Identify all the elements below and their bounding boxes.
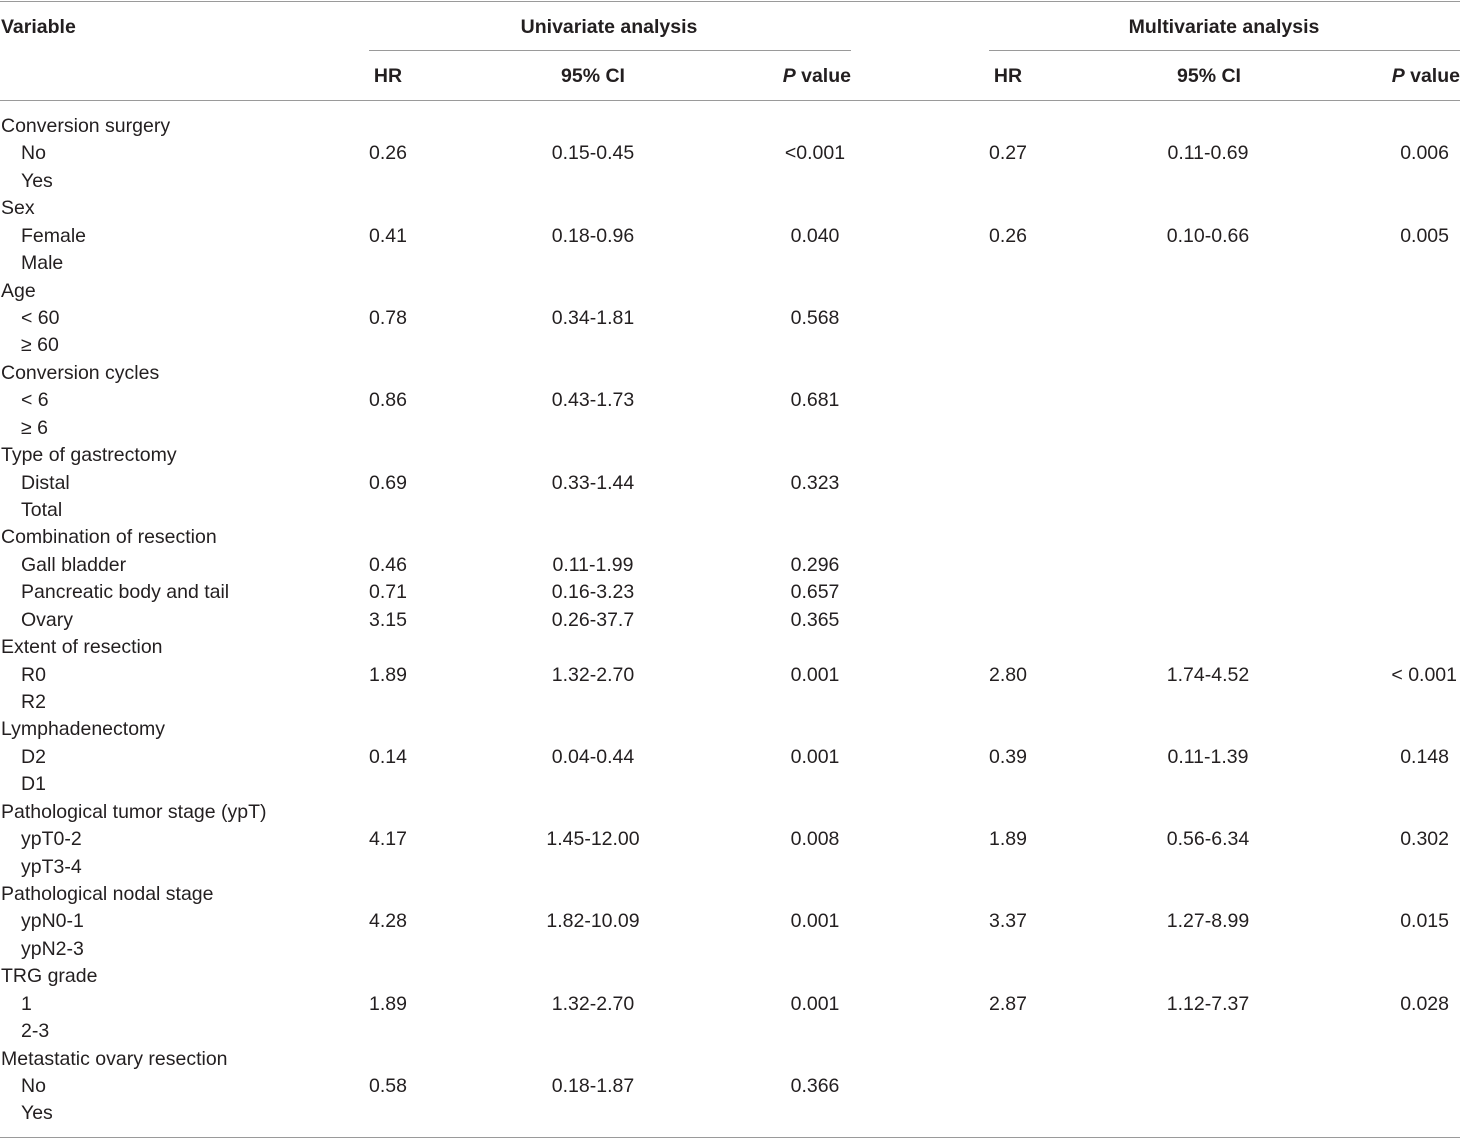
univariate-p-cell: <0.001 [784, 142, 846, 165]
row-label: < 60 [21, 307, 60, 329]
group-label: Type of gastrectomy [1, 444, 177, 467]
row-label: R0 [21, 663, 46, 686]
univariate-hr-cell: 4.28 [369, 910, 407, 933]
multivariate-ci-cell: 0.11-0.69 [1167, 142, 1249, 165]
multivariate-ci-cell: 1.27-8.99 [1166, 910, 1250, 933]
group-label: Metastatic ovary resection [1, 1047, 228, 1070]
row-label: 1 [21, 992, 32, 1015]
univariate-rule [369, 50, 851, 51]
row-label: Pancreatic body and tail [21, 581, 230, 604]
multivariate-rule [989, 50, 1460, 51]
univariate-ci-cell: 0.26-37.7 [551, 608, 635, 631]
top-rule [0, 1, 1460, 2]
row-label: Yes [21, 169, 53, 192]
group-label: Sex [1, 197, 35, 220]
multivariate-hr-cell: 3.37 [989, 910, 1027, 933]
univariate-header: Univariate analysis [520, 16, 698, 38]
univariate-ci-cell: 0.34-1.81 [551, 307, 635, 329]
univariate-hr-cell: 0.69 [369, 471, 407, 494]
multivariate-p-header [1392, 63, 1460, 90]
univariate-ci-cell: 1.32-2.70 [551, 992, 635, 1015]
univariate-p-cell: 0.040 [790, 224, 840, 247]
univariate-hr-cell: 0.14 [369, 745, 407, 768]
multivariate-p-cell: 0.148 [1400, 745, 1449, 768]
multivariate-hr-cell: 1.89 [989, 828, 1027, 851]
univariate-ci-cell: 0.18-1.87 [551, 1075, 635, 1098]
univariate-p-cell: 0.001 [790, 910, 840, 933]
univariate-ci-cell: 0.43-1.73 [551, 389, 635, 412]
univariate-ci-cell: 1.45-12.00 [546, 828, 640, 851]
multivariate-hr-cell: 2.87 [989, 992, 1027, 1015]
univariate-hr-cell: 0.71 [369, 581, 407, 604]
group-label: TRG grade [1, 965, 98, 988]
p-italic: P [1391, 65, 1405, 87]
row-label: No [21, 1075, 46, 1098]
row-label: ypN2-3 [21, 937, 84, 960]
univariate-p-cell: 0.365 [790, 608, 840, 631]
multivariate-ci-cell: 1.12-7.37 [1166, 992, 1250, 1015]
univariate-ci-cell: 0.04-0.44 [551, 745, 635, 768]
univariate-p-cell: 0.657 [790, 581, 840, 604]
row-label: Ovary [21, 608, 74, 631]
univariate-p-header [783, 63, 851, 90]
univariate-hr-cell: 0.41 [369, 224, 407, 247]
group-label: Age [1, 279, 36, 302]
group-label: Lymphadenectomy [1, 718, 166, 741]
row-label: ypT3-4 [21, 855, 82, 878]
univariate-hr-cell: 0.26 [369, 142, 407, 165]
header-bottom-rule [0, 100, 1460, 101]
multivariate-p-cell: 0.006 [1400, 142, 1449, 165]
univariate-p-cell: 0.323 [790, 471, 840, 494]
row-label: Total [21, 499, 63, 522]
univariate-p-cell: 0.568 [790, 307, 840, 329]
row-label: 2-3 [21, 1020, 50, 1043]
multivariate-p-cell: 0.015 [1400, 910, 1449, 933]
bottom-rule [0, 1137, 1460, 1138]
univariate-hr-cell: 1.89 [369, 992, 407, 1015]
variable-header: Variable [1, 16, 76, 38]
multivariate-p-cell: 0.005 [1400, 224, 1449, 247]
univariate-p-cell: 0.001 [790, 663, 840, 686]
group-label: Conversion cycles [1, 361, 160, 384]
multivariate-header: Multivariate analysis [1128, 16, 1320, 38]
multivariate-p-cell: < 0.001 [1391, 663, 1457, 686]
univariate-ci-cell: 0.15-0.45 [551, 142, 635, 165]
univariate-p-cell: 0.366 [790, 1075, 840, 1098]
univariate-ci-cell: 1.82-10.09 [546, 910, 640, 933]
multivariate-p-cell: 0.028 [1400, 992, 1449, 1015]
univariate-hr-cell: 4.17 [369, 828, 407, 851]
multivariate-ci-header: 95% CI [1177, 65, 1241, 87]
multivariate-p-cell: 0.302 [1400, 828, 1449, 851]
univariate-hr-cell: 0.58 [369, 1075, 407, 1098]
row-label: ≥ 6 [21, 416, 48, 439]
univariate-hr-cell: 1.89 [369, 663, 407, 686]
row-label: Distal [21, 471, 70, 494]
row-label: ypT0-2 [21, 828, 82, 851]
univariate-p-cell: 0.681 [790, 389, 840, 412]
multivariate-hr-header: HR [993, 65, 1023, 87]
row-label: No [21, 142, 46, 165]
univariate-hr-cell: 0.46 [369, 553, 407, 576]
group-label: Pathological tumor stage (ypT) [1, 800, 267, 823]
multivariate-ci-cell: 0.56-6.34 [1166, 828, 1250, 851]
row-label: D1 [21, 773, 46, 796]
univariate-p-cell: 0.296 [790, 553, 840, 576]
univariate-hr-cell: 0.86 [369, 389, 407, 412]
univariate-hr-cell: 0.78 [369, 307, 407, 329]
univariate-hr-header: HR [373, 65, 403, 87]
row-label: ≥ 60 [21, 334, 59, 357]
multivariate-hr-cell: 0.26 [989, 224, 1027, 247]
univariate-ci-header: 95% CI [561, 65, 625, 87]
row-label: < 6 [21, 389, 49, 412]
univariate-p-cell: 0.008 [790, 828, 840, 851]
multivariate-hr-cell: 0.27 [989, 142, 1027, 165]
row-label: ypN0-1 [21, 910, 84, 933]
row-label: D2 [21, 745, 46, 768]
univariate-ci-cell: 0.16-3.23 [551, 581, 635, 604]
group-label: Combination of resection [1, 526, 217, 549]
multivariate-hr-cell: 2.80 [989, 663, 1027, 686]
univariate-ci-cell: 0.11-1.99 [552, 553, 634, 576]
row-label: Yes [21, 1102, 53, 1125]
row-label: R2 [21, 691, 46, 714]
univariate-hr-cell: 3.15 [369, 608, 407, 631]
p-italic: P [782, 65, 796, 87]
multivariate-ci-cell: 0.10-0.66 [1166, 224, 1250, 247]
multivariate-ci-cell: 1.74-4.52 [1166, 663, 1250, 686]
row-label: Female [21, 224, 87, 247]
univariate-p-cell: 0.001 [790, 745, 840, 768]
univariate-ci-cell: 0.18-0.96 [551, 224, 635, 247]
univariate-ci-cell: 0.33-1.44 [551, 471, 635, 494]
univariate-ci-cell: 1.32-2.70 [551, 663, 635, 686]
multivariate-ci-cell: 0.11-1.39 [1167, 745, 1249, 768]
multivariate-hr-cell: 0.39 [989, 745, 1027, 768]
univariate-p-cell: 0.001 [790, 992, 840, 1015]
row-label: Male [21, 252, 64, 275]
p-rest: value [1404, 65, 1460, 87]
row-label: Gall bladder [21, 553, 127, 576]
group-label: Pathological nodal stage [1, 883, 214, 906]
group-label: Extent of resection [1, 636, 163, 659]
group-label: Conversion surgery [1, 115, 171, 137]
p-rest: value [795, 65, 851, 87]
